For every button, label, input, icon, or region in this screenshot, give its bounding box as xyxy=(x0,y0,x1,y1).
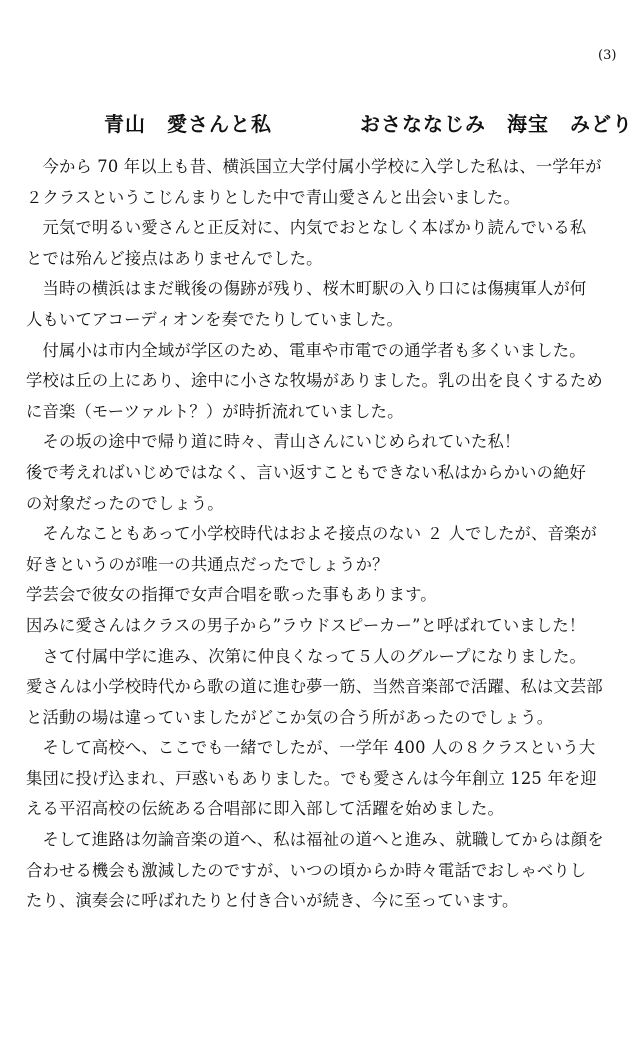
text-line: そんなこともあって小学校時代はおよそ接点のない ２ 人でしたが、音楽が xyxy=(26,524,597,544)
text-line: ２クラスというこじんまりとした中で青山愛さんと出会いました。 xyxy=(26,187,520,207)
author-line: おさななじみ 海宝 みどり xyxy=(360,112,633,136)
text-line: とでは殆んど接点はありませんでした。 xyxy=(26,248,323,268)
text-line: に音楽（モーツァルト？）が時折流れていました。 xyxy=(26,401,404,421)
text-line: 今から 70 年以上も昔、横浜国立大学付属小学校に入学した私は、一学年が xyxy=(26,157,602,176)
body-text xyxy=(26,152,630,917)
text-line: の対象だったのでしょう。 xyxy=(26,493,224,513)
text-line: 学校は丘の上にあり、途中に小さな牧場がありました。乳の出を良くするため xyxy=(26,371,603,391)
text-line: と活動の場は違っていましたがどこか気の合う所があったのでしょう。 xyxy=(26,707,554,727)
text-line: 学芸会で彼女の指揮で女声合唱を歌った事もあります。 xyxy=(26,585,437,605)
text-line: 元気で明るい愛さんと正反対に、内気でおとなしく本ばかり読んでいる私 xyxy=(26,218,587,238)
text-line: そして高校へ、ここでも一緒でしたが、一学年 400 人の８クラスという大 xyxy=(26,738,596,758)
text-line: 好きというのが唯一の共通点だったでしょうか？ xyxy=(26,554,389,574)
text-line: その坂の途中で帰り道に時々、青山さんにいじめられていた私！ xyxy=(26,432,521,452)
text-line: 因みに愛さんはクラスの男子から”ラウドスピーカー”と呼ばれていました！ xyxy=(26,615,586,635)
text-line: 愛さんは小学校時代から歌の道に進む夢一筋、当然音楽部で活躍、私は文芸部 xyxy=(26,677,603,697)
article-title: 青山 愛さんと私 xyxy=(104,112,272,136)
title-row xyxy=(0,108,640,140)
text-line: える平沼高校の伝統ある合唱部に即入部して活躍を始めました。 xyxy=(26,799,504,819)
text-line: 集団に投げ込まれ、戸惑いもありました。でも愛さんは今年創立 125 年を迎 xyxy=(26,768,597,788)
text-line: 合わせる機会も激減したのですが、いつの頃からか時々電話でおしゃべりし xyxy=(26,860,587,880)
text-line: たり、演奏会に呼ばれたりと付き合いが続き、今に至っています。 xyxy=(26,891,519,911)
page-number: (3) xyxy=(598,48,617,63)
text-line: 付属小は市内全域が学区のため、電車や市電での通学者も多くいました。 xyxy=(26,340,586,360)
text-line: 後で考えればいじめではなく、言い返すこともできない私はからかいの絶好 xyxy=(26,462,587,482)
text-line: さて付属中学に進み、次第に仲良くなって５人のグループになりました。 xyxy=(26,646,587,666)
text-line: 人もいてアコーディオンを奏でたりしていました。 xyxy=(26,309,403,329)
text-line: 当時の横浜はまだ戦後の傷跡が残り、桜木町駅の入り口には傷痍軍人が何 xyxy=(26,279,587,299)
text-line: そして進路は勿論音楽の道へ、私は福祉の道へと進み、就職してからは顔を xyxy=(26,830,604,850)
